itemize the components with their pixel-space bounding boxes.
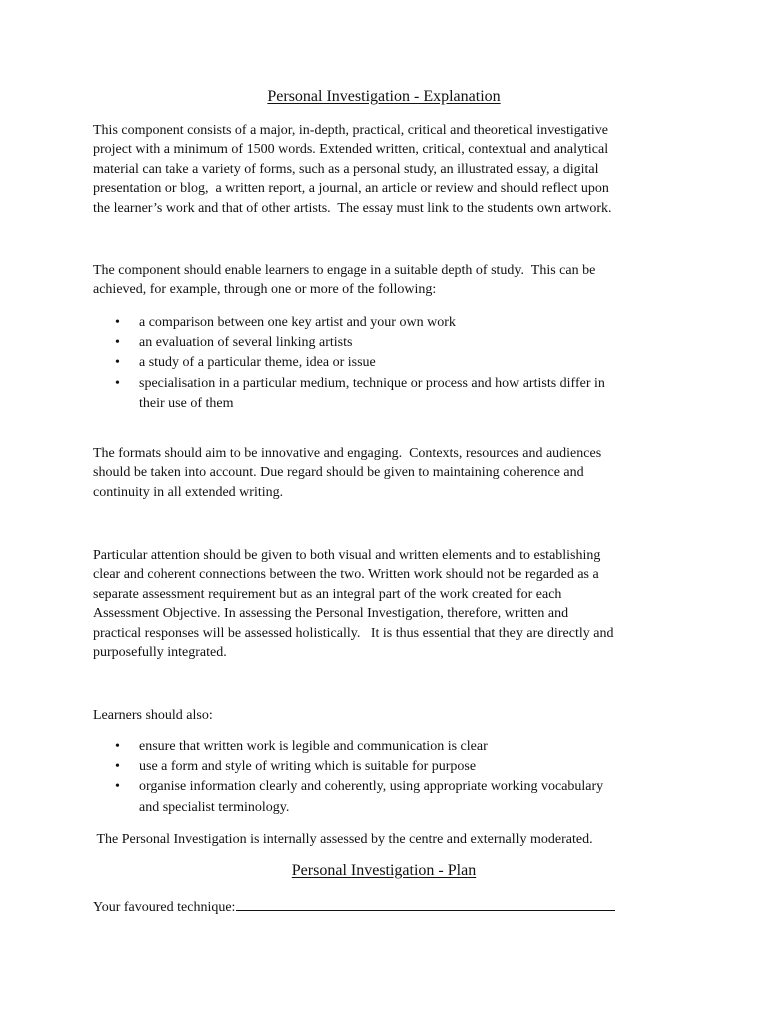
intro-paragraph: This component consists of a major, in-depth, practical, critical and theoretical investigative project with a minimum of 1500 words. Extended written, critical, contextual and analytical material can take a variety of forms, such as a personal study, an illustrated essay, a digital presentation or blog, a written report, a journal, an article or review and should reflect upon the learner’s work and that of other artists. The essay must link to the students own artwork. <box>93 123 612 216</box>
learners-lead: Learners should also: <box>93 708 213 723</box>
list-item <box>93 313 693 333</box>
technique-field <box>93 896 615 918</box>
list-item-text: organise information clearly and coherently, using appropriate working vocabulary and specialist terminology. <box>139 779 604 815</box>
explanation-title: Personal Investigation - Explanation <box>267 88 501 105</box>
list-item <box>93 757 693 777</box>
attention-paragraph: Particular attention should be given to both visual and written elements and to establishing clear and coherent connections between the two. Written work should not be regarded as a separate assessment requirement but as an integral part of the work created for each Assessment Objective. In assessing the Personal Investigation, therefore, written and practical responses will be assessed holistically. It is thus essential that they are directly and purposefully integrated. <box>93 548 614 661</box>
assessment-note: The Personal Investigation is internally assessed by the centre and externally moderated. <box>93 832 593 847</box>
list-item <box>93 737 693 757</box>
list-item-text: specialisation in a particular medium, technique or process and how artists differ in their use of them <box>139 375 605 411</box>
list-item <box>93 333 693 353</box>
learners-list <box>93 737 693 818</box>
list-item-text: a comparison between one key artist and your own work <box>139 315 456 330</box>
list-item-text: ensure that written work is legible and communication is clear <box>139 739 488 754</box>
list-item-text: an evaluation of several linking artists <box>139 335 353 351</box>
depth-paragraph: The component should enable learners to engage in a suitable depth of study. This can be achieved, for example, through one or more of the following: <box>93 263 596 298</box>
technique-label: Your favoured technique: <box>93 900 236 915</box>
technique-blank[interactable] <box>236 896 615 911</box>
formats-paragraph: The formats should aim to be innovative and engaging. Contexts, resources and audiences should be taken into account. Due regard should be given to maintaining coherence and continuity in all extended writing. <box>93 446 602 500</box>
list-item-text: use a form and style of writing which is suitable for purpose <box>139 759 477 775</box>
list-item-text: a study of a particular theme, idea or issue <box>139 355 376 371</box>
list-item <box>93 777 693 817</box>
list-item <box>93 353 693 373</box>
list-item <box>93 374 693 414</box>
plan-title: Personal Investigation - Plan <box>291 862 477 879</box>
depth-list <box>93 313 693 414</box>
